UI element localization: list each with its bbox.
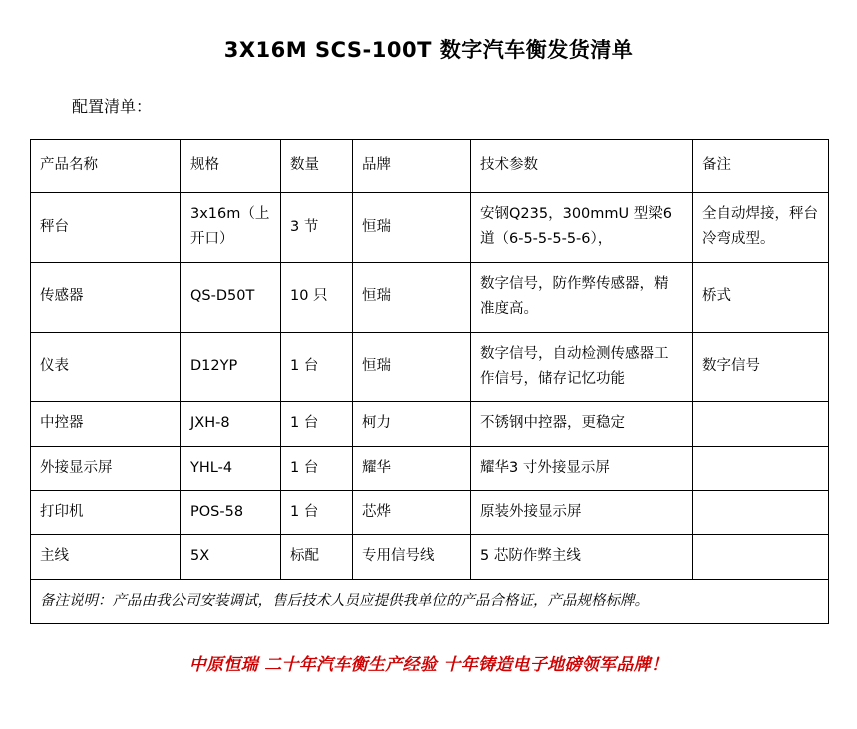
page-title: 3X16M SCS-100T 数字汽车衡发货清单 — [223, 38, 634, 62]
cell-spec: D12YP — [181, 332, 281, 402]
cell-param: 数字信号，防作弊传感器，精准度高。 — [471, 262, 693, 332]
subtitle-label: 配置清单： — [72, 97, 153, 116]
cell-spec: POS-58 — [181, 491, 281, 535]
table-row — [31, 446, 829, 490]
cell-brand: 专用信号线 — [353, 535, 471, 579]
cell-qty: 1 台 — [281, 491, 353, 535]
cell-remark — [693, 402, 829, 446]
cell-param: 不锈钢中控器，更稳定 — [471, 402, 693, 446]
table-note-row — [31, 579, 829, 623]
cell-product-name: 主线 — [31, 535, 181, 579]
cell-qty: 1 台 — [281, 446, 353, 490]
column-header-qty: 数量 — [281, 140, 353, 193]
cell-spec: QS-D50T — [181, 262, 281, 332]
cell-brand: 柯力 — [353, 402, 471, 446]
cell-param: 数字信号，自动检测传感器工作信号，储存记忆功能 — [471, 332, 693, 402]
cell-brand: 芯烨 — [353, 491, 471, 535]
cell-qty: 1 台 — [281, 402, 353, 446]
cell-spec: 3x16m（上开口） — [181, 193, 281, 263]
cell-qty: 10 只 — [281, 262, 353, 332]
cell-product-name: 打印机 — [31, 491, 181, 535]
cell-brand: 耀华 — [353, 446, 471, 490]
column-header-brand: 品牌 — [353, 140, 471, 193]
cell-qty: 1 台 — [281, 332, 353, 402]
cell-product-name: 中控器 — [31, 402, 181, 446]
cell-product-name: 秤台 — [31, 193, 181, 263]
column-header-remark: 备注 — [693, 140, 829, 193]
table-row — [31, 332, 829, 402]
table-header-row — [31, 140, 829, 193]
footer-slogan: 中原恒瑞 二十年汽车衡生产经验 十年铸造电子地磅领军品牌！ — [188, 655, 669, 676]
cell-product-name: 传感器 — [31, 262, 181, 332]
cell-brand: 恒瑞 — [353, 332, 471, 402]
cell-note: 备注说明：产品由我公司安装调试，售后技术人员应提供我单位的产品合格证，产品规格标牌。 — [31, 579, 829, 623]
column-header-param: 技术参数 — [471, 140, 693, 193]
cell-qty: 3 节 — [281, 193, 353, 263]
cell-brand: 恒瑞 — [353, 262, 471, 332]
configuration-table — [30, 139, 829, 624]
table-row — [31, 402, 829, 446]
cell-brand: 恒瑞 — [353, 193, 471, 263]
cell-param: 耀华3 寸外接显示屏 — [471, 446, 693, 490]
table-row — [31, 193, 829, 263]
cell-remark — [693, 491, 829, 535]
table-row — [31, 535, 829, 579]
document-page — [0, 34, 857, 729]
cell-remark — [693, 446, 829, 490]
cell-product-name: 仪表 — [31, 332, 181, 402]
cell-product-name: 外接显示屏 — [31, 446, 181, 490]
cell-remark: 全自动焊接，秤台冷弯成型。 — [693, 193, 829, 263]
cell-remark: 桥式 — [693, 262, 829, 332]
cell-param: 安钢Q235，300mmU 型梁6道（6-5-5-5-5-6）， — [471, 193, 693, 263]
cell-spec: YHL-4 — [181, 446, 281, 490]
cell-remark — [693, 535, 829, 579]
column-header-spec: 规格 — [181, 140, 281, 193]
table-row — [31, 491, 829, 535]
cell-spec: 5X — [181, 535, 281, 579]
cell-remark: 数字信号 — [693, 332, 829, 402]
cell-param: 5 芯防作弊主线 — [471, 535, 693, 579]
cell-param: 原装外接显示屏 — [471, 491, 693, 535]
cell-spec: JXH-8 — [181, 402, 281, 446]
table-row — [31, 262, 829, 332]
cell-qty: 标配 — [281, 535, 353, 579]
column-header-name: 产品名称 — [31, 140, 181, 193]
